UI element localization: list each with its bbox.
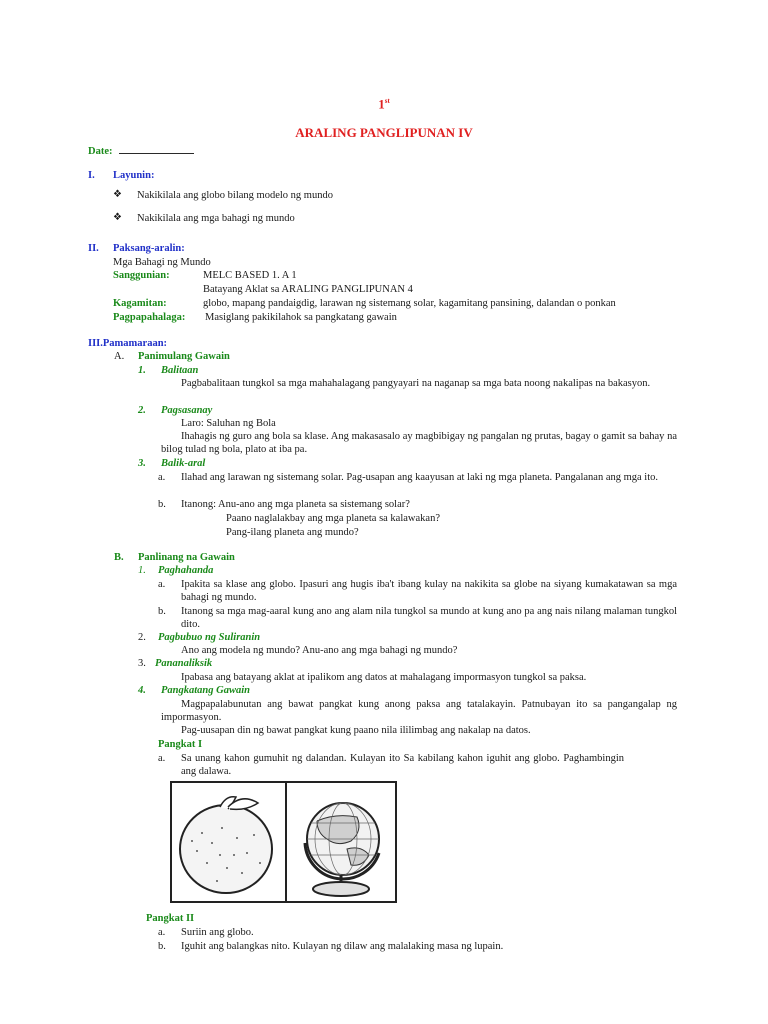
paghahanda-a-text: Ipakita sa klase ang globo. Ipasuri ang hugis iba't ibang kulay na nakikita sa globe na siyang kumakatawan sa mga bahagi ng mundo. xyxy=(181,579,677,603)
date-row xyxy=(88,143,194,158)
pangkat-2-b-text: Iguhit ang balangkas nito. Kulayan ng dilaw ang malalaking masa ng lupain. xyxy=(181,941,504,952)
pangkatang-text-1: Magpapalabunutan ang bawat pangkat kung anong paksa ang tatalakayin. Patnubayan ito sa pangangalap ng impormasyon. xyxy=(161,699,677,723)
balikaral-b-text: Itanong: Anu-ano ang mga planeta sa sistemang solar? xyxy=(181,499,410,510)
sanggunian-2: Batayang Aklat sa ARALING PANGLIPUNAN 4 xyxy=(203,284,413,295)
paghahanda-num: 1. xyxy=(138,565,146,576)
balikaral-b-letter: b. xyxy=(158,499,166,510)
balikaral-a-letter: a. xyxy=(158,472,166,483)
balikaral-a-text: Ilahad ang larawan ng sistemang solar. Pag-usapan ang kaayusan at laki ng mga planeta. Pangalanan ang mga ito. xyxy=(181,472,659,483)
section1-heading: Layunin: xyxy=(113,170,155,181)
sanggunian-1: MELC BASED 1. A 1 xyxy=(203,270,297,281)
section3-heading: III.Pamamaraan: xyxy=(88,338,168,349)
section2-numeral: II. xyxy=(88,243,99,254)
balitaan-heading: Balitaan xyxy=(161,365,199,376)
balikaral-heading: Balik-aral xyxy=(161,458,206,469)
topic: Mga Bahagi ng Mundo xyxy=(113,257,211,268)
pangkatang-heading: Pangkatang Gawain xyxy=(161,685,250,696)
orange-illustration xyxy=(172,783,284,901)
balikaral-b-q3: Pang-ilang planeta ang mundo? xyxy=(226,527,359,538)
part-a-letter: A. xyxy=(114,351,125,362)
pangkatang-num: 4. xyxy=(138,685,146,696)
pangkat-1-a-letter: a. xyxy=(158,753,166,764)
section1-numeral: I. xyxy=(88,170,95,181)
objective-1: Nakikilala ang globo bilang modelo ng mundo xyxy=(137,190,333,201)
bullet-diamond-icon: ❖ xyxy=(113,189,122,200)
pagpapahalaga-value: Masiglang pakikilahok sa pangkatang gawain xyxy=(205,312,397,323)
part-b-heading: Panlinang na Gawain xyxy=(138,552,235,563)
lesson-number xyxy=(0,95,768,110)
lesson-number-suffix: st xyxy=(384,97,390,105)
date-label: Date: xyxy=(88,146,113,157)
paghahanda-heading: Paghahanda xyxy=(158,565,214,576)
section2-heading: Paksang-aralin: xyxy=(113,243,185,254)
objective-2: Nakikilala ang mga bahagi ng mundo xyxy=(137,213,295,224)
kagamitan-value: globo, mapang pandaigdig, larawan ng sistemang solar, kagamitang pansining, dalandan o ponkan xyxy=(203,298,616,309)
balikaral-b-q2: Paano naglalakbay ang mga planeta sa kalawakan? xyxy=(226,513,440,524)
kagamitan-label: Kagamitan: xyxy=(113,298,167,309)
page-title: ARALING PANGLIPUNAN IV xyxy=(295,125,473,140)
part-b-letter: B. xyxy=(114,552,124,563)
globe-illustration xyxy=(287,783,395,901)
pangkatang-text-2: Pag-uusapan din ng bawat pangkat kung paano nila ililimbag ang nakalap na datos. xyxy=(181,725,531,736)
pagbubuo-text: Ano ang modela ng mundo? Anu-ano ang mga bahagi ng mundo? xyxy=(181,645,458,656)
pangkat-2-heading: Pangkat II xyxy=(146,913,195,924)
pagpapahalaga-label: Pagpapahalaga: xyxy=(113,312,186,323)
paghahanda-a-letter: a. xyxy=(158,579,166,590)
sanggunian-label: Sanggunian: xyxy=(113,270,170,281)
paghahanda-b-text: Itanong sa mga mag-aaral kung ano ang alam nila tungkol sa mundo at kung ano pa ang nais nilang malaman tungkol dito. xyxy=(181,606,677,630)
pananaliksik-heading: Pananaliksik xyxy=(155,658,213,669)
balikaral-num: 3. xyxy=(138,458,146,469)
pagsasanay-heading: Pagsasanay xyxy=(161,405,213,416)
pagbubuo-num: 2. xyxy=(138,632,146,643)
pagsasanay-num: 2. xyxy=(138,405,146,416)
balitaan-num: 1. xyxy=(138,365,146,376)
laro-line: Laro: Saluhan ng Bola xyxy=(181,418,276,429)
pagbubuo-heading: Pagbubuo ng Suliranin xyxy=(158,632,261,643)
laro-text: Ihahagis ng guro ang bola sa klase. Ang makasasalo ay magbibigay ng pangalan ng prutas, bagay o gamit sa bahay na bilog tulad ng bola, plato at iba pa. xyxy=(161,431,677,455)
part-a-heading: Panimulang Gawain xyxy=(138,351,230,362)
pangkat-2-b-letter: b. xyxy=(158,941,166,952)
balitaan-text: Pagbabalitaan tungkol sa mga mahahalagang pangyayari na naganap sa mga bata noong nakalipas na bakasyon. xyxy=(181,378,651,389)
paghahanda-b-letter: b. xyxy=(158,606,166,617)
pangkat-2-a-letter: a. xyxy=(158,927,166,938)
orange-globe-figure xyxy=(170,781,397,903)
pananaliksik-text: Ipabasa ang batayang aklat at ipalikom ang datos at mahalagang impormasyon tungkol sa paksa. xyxy=(181,672,587,683)
lesson-number-digit: 1 xyxy=(378,96,385,112)
pangkat-1-a-text: Sa unang kahon gumuhit ng dalandan. Kulayan ito Sa kabilang kahon iguhit ang globo. Paghambingin ang dalawa. xyxy=(181,753,624,777)
pananaliksik-num: 3. xyxy=(138,658,146,669)
date-blank-line[interactable] xyxy=(119,143,194,154)
bullet-diamond-icon: ❖ xyxy=(113,212,122,223)
pangkat-2-a-text: Suriin ang globo. xyxy=(181,927,254,938)
pangkat-1-heading: Pangkat I xyxy=(158,739,203,750)
